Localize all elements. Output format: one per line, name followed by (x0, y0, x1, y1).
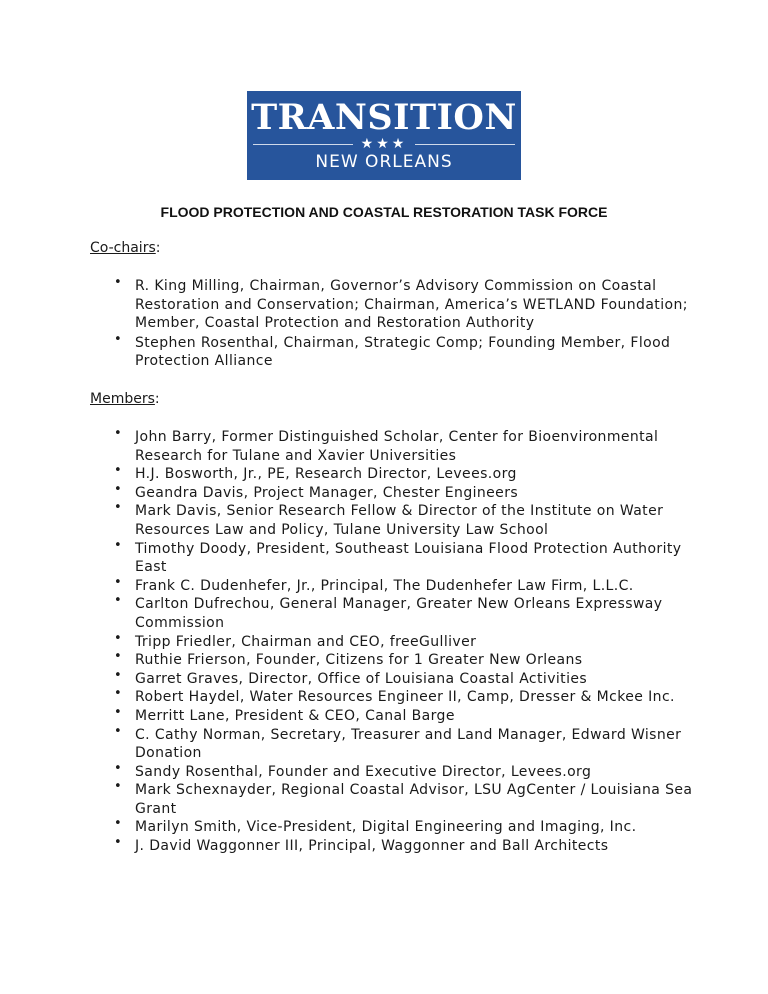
list-item: • Timothy Doody, President, Southeast Louisiana Flood Protection Authority East (0, 540, 768, 577)
list-item: • Robert Haydel, Water Resources Engineer II, Camp, Dresser & Mckee Inc. (0, 688, 768, 707)
logo-stars-icon: ★★★ (360, 136, 408, 152)
members-colon: : (154, 391, 160, 407)
list-item: • Merritt Lane, President & CEO, Canal Barge (0, 707, 768, 726)
members-heading (90, 390, 160, 408)
list-item: • Stephen Rosenthal, Chairman, Strategic Comp; Founding Member, Flood Protection Alliance (0, 334, 768, 371)
list-item: • Ruthie Frierson, Founder, Citizens for 1 Greater New Orleans (0, 651, 768, 670)
list-item: • Marilyn Smith, Vice-President, Digital Engineering and Imaging, Inc. (0, 818, 768, 837)
list-item: • R. King Milling, Chairman, Governor’s Advisory Commission on Coastal Restoration and Conservation; Chairman, America’s WETLAND Foundation; Member, Coastal Protection and Restoration Authority (0, 277, 768, 333)
list-item: • Geandra Davis, Project Manager, Chester Engineers (0, 484, 768, 503)
cochairs-list (0, 277, 768, 372)
list-item: • John Barry, Former Distinguished Scholar, Center for Bioenvironmental Research for Tulane and Xavier Universities (0, 428, 768, 465)
members-list (0, 428, 768, 856)
list-item: • C. Cathy Norman, Secretary, Treasurer and Land Manager, Edward Wisner Donation (0, 726, 768, 763)
cochairs-label: Co-chairs (90, 240, 156, 256)
list-item: • H.J. Bosworth, Jr., PE, Research Director, Levees.org (0, 465, 768, 484)
list-item: • J. David Waggonner III, Principal, Waggonner and Ball Architects (0, 837, 768, 856)
list-item: • Sandy Rosenthal, Founder and Executive Director, Levees.org (0, 763, 768, 782)
logo-title: TRANSITION (251, 97, 517, 138)
list-item: • Frank C. Dudenhefer, Jr., Principal, The Dudenhefer Law Firm, L.L.C. (0, 577, 768, 596)
members-label: Members (90, 391, 155, 407)
logo-rule-right (415, 144, 515, 145)
document-title: FLOOD PROTECTION AND COASTAL RESTORATION TASK FORCE (160, 204, 608, 220)
cochairs-colon: : (155, 240, 161, 256)
list-item: • Mark Davis, Senior Research Fellow & Director of the Institute on Water Resources Law and Policy, Tulane University Law School (0, 502, 768, 539)
list-item: • Carlton Dufrechou, General Manager, Greater New Orleans Expressway Commission (0, 595, 768, 632)
logo-subtitle: NEW ORLEANS (315, 152, 453, 172)
list-item: • Tripp Friedler, Chairman and CEO, freeGulliver (0, 633, 768, 652)
list-item: • Garret Graves, Director, Office of Louisiana Coastal Activities (0, 670, 768, 689)
transition-new-orleans-logo (247, 91, 521, 180)
cochairs-heading (90, 239, 160, 257)
list-item: • Mark Schexnayder, Regional Coastal Advisor, LSU AgCenter / Louisiana Sea Grant (0, 781, 768, 818)
